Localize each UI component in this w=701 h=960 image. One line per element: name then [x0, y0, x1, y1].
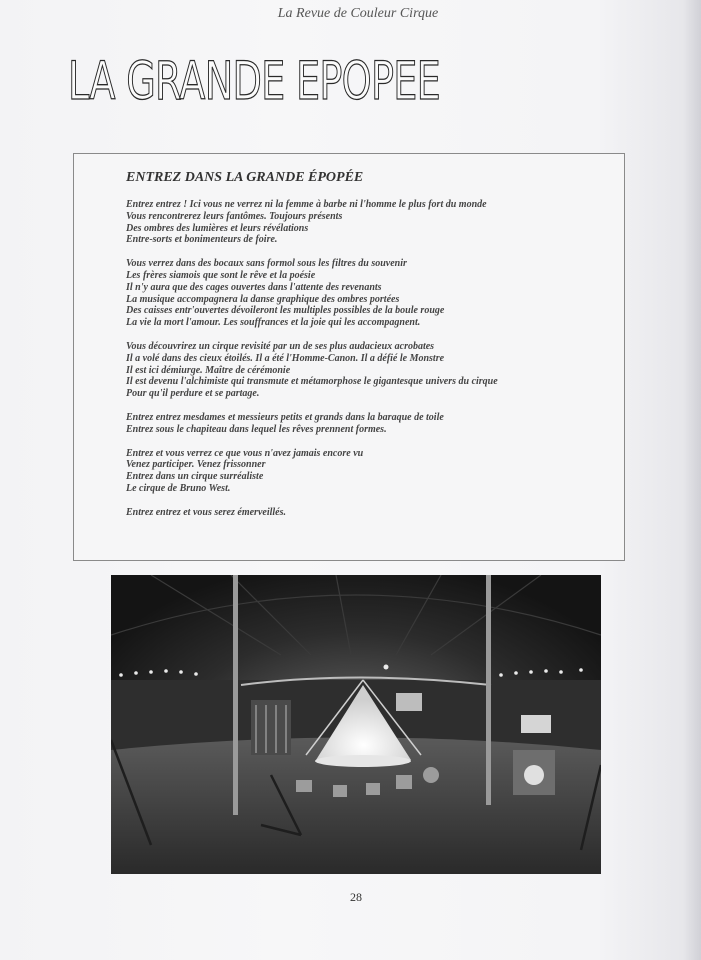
poem-line: Entrez dans un cirque surréaliste — [126, 471, 264, 483]
page-number: 28 — [350, 890, 362, 904]
poem-line: Vous rencontrerez leurs fantômes. Toujours présents — [126, 210, 343, 222]
poem-title: ENTREZ DANS LA GRANDE ÉPOPÉE — [126, 170, 364, 185]
circus-tent-photo — [111, 575, 601, 874]
page-title: LA GRANDE EPOPEE — [68, 51, 441, 112]
poem-line: Entrez et vous verrez ce que vous n'avez jamais encore vu — [126, 447, 364, 459]
poem-line: Les frères siamois que sont le rêve et la poésie — [126, 269, 316, 281]
poem-line: Il est ici démiurge. Maître de cérémonie — [126, 364, 291, 376]
circus-tent-illustration — [111, 575, 601, 874]
page-edge-shadow — [683, 0, 701, 960]
poem-line: Entrez entrez et vous serez émerveillés. — [126, 506, 286, 518]
poem-line: Des caisses entr'ouvertes dévoileront les multiples possibles de la boule rouge — [126, 305, 445, 317]
poem-line: Il n'y aura que des cages ouvertes dans l'attente des revenants — [126, 281, 382, 293]
poem-line: Vous découvrirez un cirque revisité par un de ses plus audacieux acrobates — [126, 340, 435, 352]
poem-line: Entrez entrez ! Ici vous ne verrez ni la femme à barbe ni l'homme le plus fort du monde — [126, 199, 487, 210]
poem-stanza — [126, 341, 616, 400]
running-header: La Revue de Couleur Cirque — [277, 6, 439, 21]
poem-line: La vie la mort l'amour. Les souffrances et la joie qui les accompagnent. — [126, 317, 421, 329]
poem-stanza — [126, 507, 616, 519]
poem-line: Des ombres des lumières et leurs révélations — [126, 222, 309, 234]
poem-line: Il est devenu l'alchimiste qui transmute et métamorphose le gigantesque univers du cirque — [126, 376, 498, 388]
poem-line: Il a volé dans des cieux étoilés. Il a été l'Homme-Canon. Il a défié le Monstre — [126, 352, 445, 364]
poem-line: La musique accompagnera la danse graphique des ombres portées — [126, 293, 400, 305]
poem-body — [126, 199, 616, 531]
poem-line: Entrez sous le chapiteau dans lequel les rêves prennent formes. — [126, 423, 387, 435]
poem-box — [73, 153, 625, 561]
poem-stanza — [126, 199, 616, 246]
poem-line: Vous verrez dans des bocaux sans formol sous les filtres du souvenir — [126, 258, 407, 270]
poem-line: Pour qu'il perdure et se partage. — [126, 388, 260, 400]
poem-line: Entre-sorts et bonimenteurs de foire. — [126, 234, 278, 246]
poem-stanza — [126, 448, 616, 495]
poem-line: Venez participer. Venez frissonner — [126, 459, 266, 471]
poem-line: Entrez entrez mesdames et messieurs petits et grands dans la baraque de toile — [126, 411, 444, 423]
poem-line: Le cirque de Bruno West. — [126, 482, 231, 494]
poem-stanza — [126, 258, 616, 329]
poem-stanza — [126, 412, 616, 436]
